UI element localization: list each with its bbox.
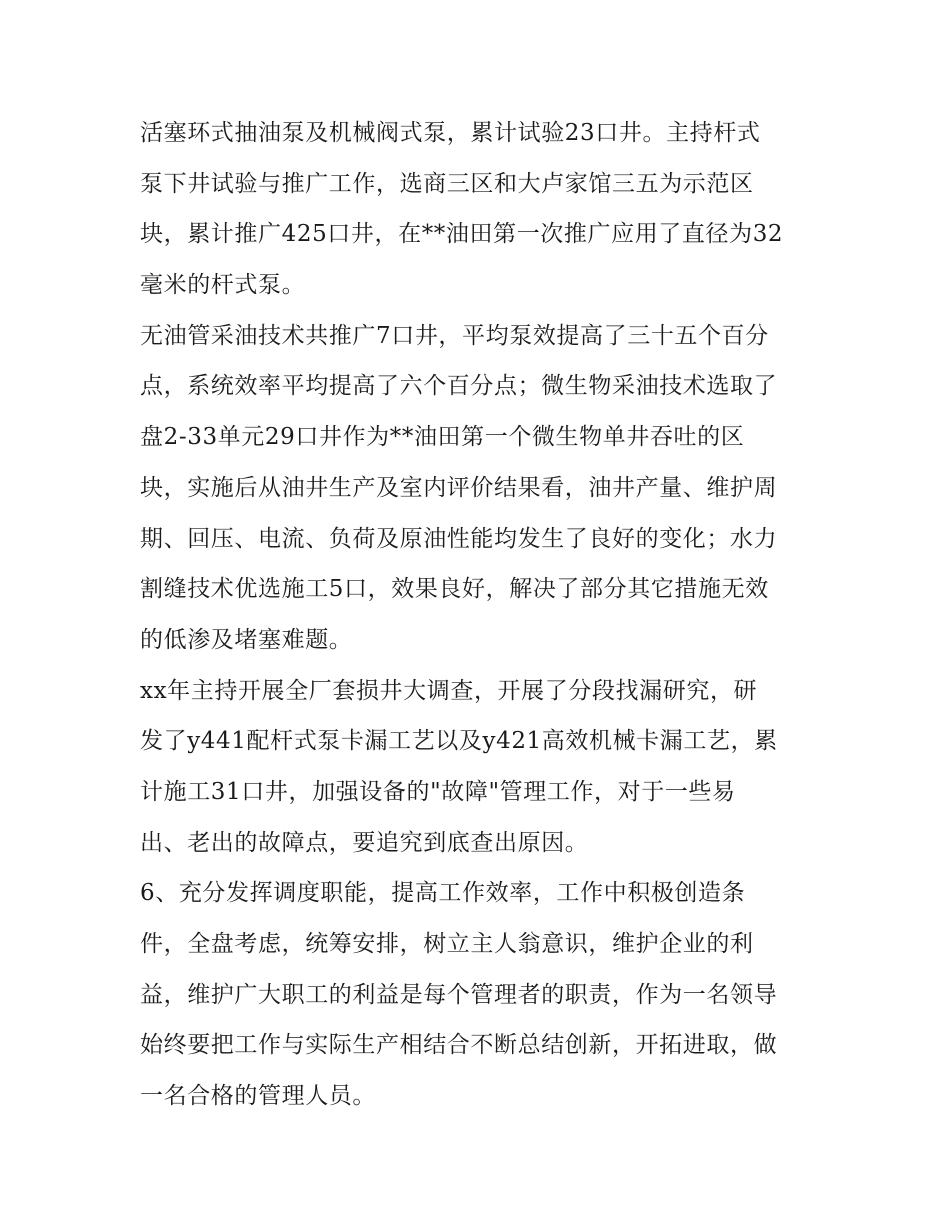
text-line: 件，全盘考虑，统筹安排，树立主人翁意识，维护企业的利 bbox=[140, 931, 754, 957]
text-line: 毫米的杆式泵。 bbox=[140, 272, 306, 299]
text-line: 始终要把工作与实际生产相结合不断总结创新，开拓进取，做 bbox=[140, 1032, 778, 1059]
text-line: 一名合格的管理人员。 bbox=[140, 1083, 376, 1110]
text-line: 无油管采油技术共推广7口井，平均泵效提高了三十五个百分 bbox=[140, 322, 769, 349]
text-line: xx年主持开展全厂套损井大调查，开展了分段找漏研究，研 bbox=[140, 677, 758, 704]
text-line: 割缝技术优选施工5口，效果良好，解决了部分其它措施无效 bbox=[140, 576, 769, 603]
text-line: 块，累计推广425口井，在**油田第一次推广应用了直径为32 bbox=[140, 221, 784, 248]
text-line: 期、回压、电流、负荷及原油性能均发生了良好的变化；水力 bbox=[140, 525, 778, 552]
text-line: 计施工31口井，加强设备的"故障"管理工作，对于一些易 bbox=[140, 778, 736, 805]
text-line: 盘2-33单元29口井作为**油田第一个微生物单井吞吐的区 bbox=[140, 424, 745, 451]
text-line: 块，实施后从油井生产及室内评价结果看，油井产量、维护周 bbox=[140, 474, 778, 501]
text-line: 益，维护广大职工的利益是每个管理者的职责，作为一名领导 bbox=[140, 981, 778, 1008]
text-line: 发了y441配杆式泵卡漏工艺以及y421高效机械卡漏工艺，累 bbox=[140, 728, 778, 755]
text-line: 活塞环式抽油泵及机械阀式泵，累计试验23口井。主持杆式 bbox=[140, 120, 761, 146]
text-line: 泵下井试验与推广工作，选商三区和大卢家馆三五为示范区 bbox=[140, 170, 754, 197]
text-line: 的低渗及堵塞难题。 bbox=[140, 626, 353, 653]
text-line: 6、充分发挥调度职能，提高工作效率，工作中积极创造条 bbox=[140, 880, 746, 907]
text-line: 出、老出的故障点，要追究到底查出原因。 bbox=[140, 829, 589, 856]
document-body bbox=[140, 108, 830, 1122]
text-line: 点，系统效率平均提高了六个百分点；微生物采油技术选取了 bbox=[140, 373, 778, 400]
